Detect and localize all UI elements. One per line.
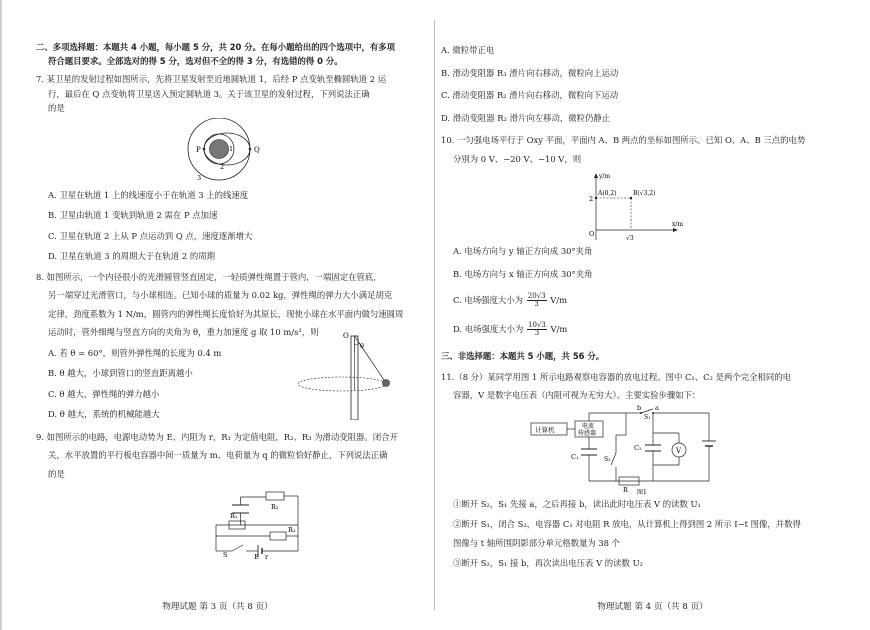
label-y-axis: y/m <box>599 173 611 180</box>
q7-option-b: B. 卫星由轨道 1 变轨到轨道 2 需在 P 点加速 <box>48 210 218 220</box>
question-11 <box>441 372 833 569</box>
q9-option-d: D. 滑动变阻器 R₂ 滑片向左移动，微粒仍静止 <box>441 112 611 123</box>
question-10 <box>441 135 833 337</box>
q10-option-c-denominator: 3 <box>534 300 539 308</box>
q10-option-d-unit: V/m <box>550 324 568 334</box>
q7-stem-line: 行，最后在 Q 点变轨将卫星送入预定圆轨道 3。关于该卫星的发射过程，下列说法正确 <box>48 88 370 99</box>
page-4 <box>435 0 870 630</box>
page-4-footer: 物理试题 第 4 页（共 8 页） <box>597 602 708 613</box>
label-computer: 计算机 <box>535 425 555 434</box>
q10-option-c-numerator: 20√3 <box>527 292 546 300</box>
q11-stem-line: 11.（8 分）某同学用图 1 所示电路观察电容器的放电过程。图中 C₁、C₂ 是两个完全相同的电 <box>441 371 791 382</box>
q7-stem-line: 7. 某卫星的发射过程如图所示，先将卫星发射至近地圆轨道 1，后经 P 点变轨至椭圆轨道 2 运 <box>36 74 387 84</box>
label-o: O <box>343 331 349 340</box>
section-2-heading <box>36 42 421 66</box>
q10-option-c-unit: V/m <box>550 295 568 305</box>
q8-option-d: D. θ 越大，系统的机械能越大 <box>48 409 160 419</box>
q9-option-a: A. 微粒带正电 <box>441 45 495 55</box>
q10-option-c <box>441 293 833 308</box>
question-9 <box>36 432 421 560</box>
switch-s2 <box>611 453 616 465</box>
label-q: Q <box>254 145 260 154</box>
label-sensor-line2: 传感器 <box>578 429 597 437</box>
label-s2: S₂ <box>604 455 611 463</box>
label-sensor-line1: 电流 <box>582 422 595 430</box>
label-point-b: B(√3,2) <box>633 190 656 197</box>
label-orbit-1: 1 <box>229 144 234 153</box>
q8-option-a: A. 若 θ = 60°，则管外弹性绳的长度为 0.4 m <box>48 347 222 358</box>
label-s1: S₁ <box>644 413 651 421</box>
q10-option-c-fraction <box>527 293 547 308</box>
point-q <box>249 147 252 150</box>
q8-stem-line: 另一端穿过光滑管口，与小球相连。已知小球的质量为 0.02 kg，弹性绳的弹力大小满足胡克 <box>48 290 393 300</box>
q10-option-c-prefix: C. 电场强度大小为 <box>453 295 524 305</box>
q11-step-2-continued: 图像与 t 轴所围阴影部分单元格数量为 38 个 <box>453 537 621 548</box>
q8-stem-line: 定律，劲度系数为 1 N/m，圆管内的弹性绳长度恰好为其原长，现使小球在水平面内做匀速圆周 <box>48 308 404 319</box>
q8-option-b: B. θ 越大，小球到管口的竖直距离越小 <box>48 368 193 378</box>
switch-s1 <box>641 409 653 413</box>
section-2-line: 二、多项选择题：本题共 4 小题，每小题 5 分，共 20 分。在每小题给出的四个选项中，有多项 <box>36 42 396 52</box>
q9-option-c: C. 滑动变阻器 R₂ 滑片向右移动，微粒向下运动 <box>441 90 619 100</box>
section-2-line: 符合题目要求。全部选对的得 5 分，选对但不全的得 3 分，有选错的得 0 分。 <box>48 55 343 66</box>
q7-option-c: C. 卫星在轨道 2 上从 P 点运动到 Q 点，速度逐渐增大 <box>48 230 253 241</box>
label-s: S <box>223 551 228 559</box>
circuit-figure-q9 <box>36 485 421 559</box>
q9-stem-line: 关，水平放置的平行板电容器中间一质量为 m、电荷量为 q 的微粒恰好静止，下列说法正确 <box>48 450 388 460</box>
ball <box>383 379 390 386</box>
q9-stem-line: 9. 如图所示的电路，电源电动势为 E、内阻为 r，R₁ 为定值电阻，R₂、R₃ 为滑动变阻器。闭合开 <box>36 431 398 442</box>
q10-option-d <box>441 322 833 337</box>
label-e: E <box>254 553 259 559</box>
q9-options <box>441 45 833 123</box>
q11-step-3: ③断开 S₂，S₁ 接 b，再次读出电压表 V 的读数 U₂ <box>453 558 643 568</box>
q11-step-1: ①断开 S₂，S₁ 先接 a，之后再接 b，读出此时电压表 V 的读数 U₁ <box>453 498 701 509</box>
label-r: r <box>265 553 269 559</box>
label-point-a: A(0,2) <box>598 190 617 197</box>
label-theta: θ <box>360 341 364 350</box>
label-v: V <box>676 446 682 455</box>
circuit-figure-q11 <box>441 405 833 495</box>
label-a: a <box>655 404 659 412</box>
question-8 <box>36 272 421 420</box>
q7-stem-line: 的是 <box>48 103 65 113</box>
label-r3: R₃ <box>288 526 296 534</box>
q10-stem-line: 分别为 0 V、−20 V、−10 V，则 <box>453 153 582 164</box>
label-x-axis: x/m <box>672 221 684 228</box>
page-3-content <box>36 42 421 559</box>
q7-option-a: A. 卫星在轨道 1 上的线速度小于在轨道 3 上的线速度 <box>48 189 249 200</box>
q8-option-c: C. θ 越大，弹性绳的弹力越小 <box>48 388 160 399</box>
coordinate-graph <box>441 168 833 244</box>
q11-stem-line: 容器，V 是数字电压表（内阻可视为无穷大）。主要实验步骤如下： <box>453 390 701 400</box>
label-c1: C₁ <box>571 452 579 461</box>
q9-option-b: B. 滑动变阻器 R₃ 滑片向右移动，微粒向上运动 <box>441 67 619 78</box>
q10-option-d-fraction <box>527 322 547 337</box>
q7-option-d: D. 卫星在轨道 3 的周期大于在轨道 2 的周期 <box>48 251 216 261</box>
label-orbit-2: 2 <box>220 162 225 171</box>
q8-stem-line: 8. 如图所示，一个内径很小的光滑圆管竖直固定，一轻质弹性绳置于管内，一端固定在管底， <box>36 271 382 282</box>
point-p <box>203 147 206 150</box>
label-orbit-3: 3 <box>197 173 202 182</box>
q10-option-d-prefix: D. 电场强度大小为 <box>453 324 524 334</box>
section-3-heading: 三、非选择题：本题共 5 小题，共 56 分。 <box>441 351 605 361</box>
earth <box>210 139 229 158</box>
q10-option-a: A. 电场方向与 y 轴正方向成 30°夹角 <box>453 246 593 256</box>
orbit-figure <box>36 118 421 184</box>
q10-option-d-denominator: 3 <box>534 329 540 337</box>
label-r1: R₁ <box>230 512 238 520</box>
q10-option-d-numerator: 10√3 <box>528 321 546 329</box>
page-3-footer: 物理试题 第 3 页（共 8 页） <box>162 602 273 613</box>
point-a <box>595 197 597 199</box>
resistor-r3 <box>270 532 286 540</box>
page-4-content <box>441 45 833 569</box>
label-r: R <box>623 485 628 494</box>
figure-caption: 图1 <box>637 488 647 495</box>
tube-figure <box>274 330 394 420</box>
label-b: b <box>637 404 642 412</box>
q9-stem-line: 的是 <box>48 468 65 479</box>
question-7 <box>36 74 421 262</box>
switch-s <box>232 545 243 551</box>
label-r2: R₂ <box>271 503 279 511</box>
point-b <box>630 197 632 199</box>
q10-option-b: B. 电场方向与 x 轴正方向成 30°夹角 <box>453 268 593 279</box>
q11-step-2: ②断开 S₁，闭合 S₂，电容器 C₁ 对电阻 R 放电，从计算机上得到图 2 所示 I−t 图像，并数得 <box>453 519 801 529</box>
q8-stem-line: 运动时，管外细绳与竖直方向的夹角为 θ，重力加速度 g 取 10 m/s²，则 <box>48 327 319 337</box>
label-c2: C₂ <box>634 443 642 452</box>
label-x-tick: √3 <box>626 235 634 242</box>
label-origin: O <box>589 230 595 238</box>
q10-stem-line: 10. 一匀强电场平行于 Oxy 平面，平面内 A、B 两点的坐标如图所示。已知 O、A、B 三点的电势 <box>441 135 806 145</box>
circular-path <box>298 377 386 391</box>
label-p: P <box>196 145 201 154</box>
label-y-tick: 2 <box>589 195 594 203</box>
resistor-r2 <box>266 492 284 500</box>
